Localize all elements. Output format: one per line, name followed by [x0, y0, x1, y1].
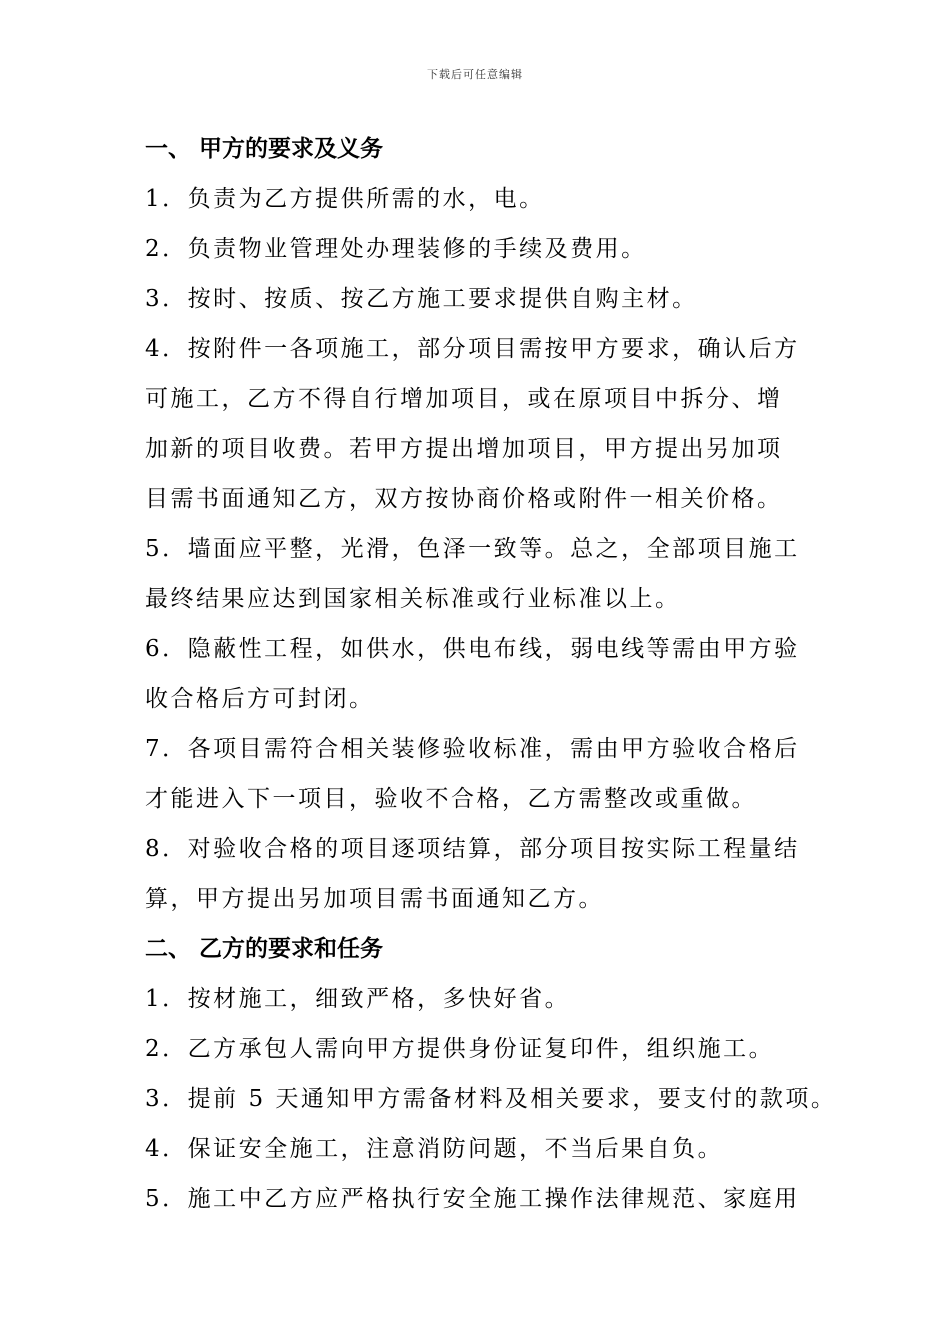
list-item	[145, 1024, 810, 1074]
text-line: 才能进入下一项目，验收不合格，乙方需整改或重做。	[145, 786, 757, 812]
list-item	[145, 974, 810, 1024]
list-item	[145, 324, 810, 524]
text-line: 2．乙方承包人需向甲方提供身份证复印件，组织施工。	[145, 1036, 775, 1062]
list-item	[145, 1124, 810, 1174]
text-line: 1．按材施工，细致严格，多快好省。	[145, 986, 571, 1012]
list-item	[145, 524, 810, 624]
text-line: 最终结果应达到国家相关标准或行业标准以上。	[145, 586, 681, 612]
text-line: 2．负责物业管理处办理装修的手续及费用。	[145, 236, 647, 262]
list-item	[145, 1074, 837, 1124]
document-body	[145, 124, 837, 1224]
list-item	[145, 224, 810, 274]
list-item	[145, 624, 810, 724]
text-line: 7．各项目需符合相关装修验收标准，需由甲方验收合格后	[145, 736, 800, 762]
text-line: 4．保证安全施工，注意消防问题，不当后果自负。	[145, 1136, 724, 1162]
text-line: 算，甲方提出另加项目需书面通知乙方。	[145, 886, 604, 912]
text-line: 可施工，乙方不得自行增加项目，或在原项目中拆分、增	[145, 386, 783, 412]
list-item	[145, 724, 810, 824]
section-heading: 一、 甲方的要求及义务	[145, 136, 384, 162]
section-heading: 二、 乙方的要求和任务	[145, 936, 384, 962]
text-line: 目需书面通知乙方，双方按协商价格或附件一相关价格。	[145, 486, 783, 512]
text-line: 收合格后方可封闭。	[145, 686, 375, 712]
text-line: 5．施工中乙方应严格执行安全施工操作法律规范、家庭用	[145, 1186, 800, 1212]
text-line: 6．隐蔽性工程，如供水，供电布线，弱电线等需由甲方验	[145, 636, 800, 662]
list-item	[145, 174, 810, 224]
text-line: 8．对验收合格的项目逐项结算，部分项目按实际工程量结	[145, 836, 800, 862]
list-item	[145, 824, 810, 924]
text-line: 3．按时、按质、按乙方施工要求提供自购主材。	[145, 286, 698, 312]
text-line: 加新的项目收费。若甲方提出增加项目，甲方提出另加项	[145, 436, 783, 462]
list-item	[145, 274, 810, 324]
text-line: 5．墙面应平整，光滑，色泽一致等。总之，全部项目施工	[145, 536, 800, 562]
list-item	[145, 1174, 810, 1224]
text-line: 1．负责为乙方提供所需的水，电。	[145, 186, 545, 212]
text-line: 3．提前 5 天通知甲方需备材料及相关要求，要支付的款项。	[145, 1086, 837, 1112]
page-header-note: 下载后可任意编辑	[427, 68, 523, 81]
text-line: 4．按附件一各项施工，部分项目需按甲方要求，确认后方	[145, 336, 800, 362]
